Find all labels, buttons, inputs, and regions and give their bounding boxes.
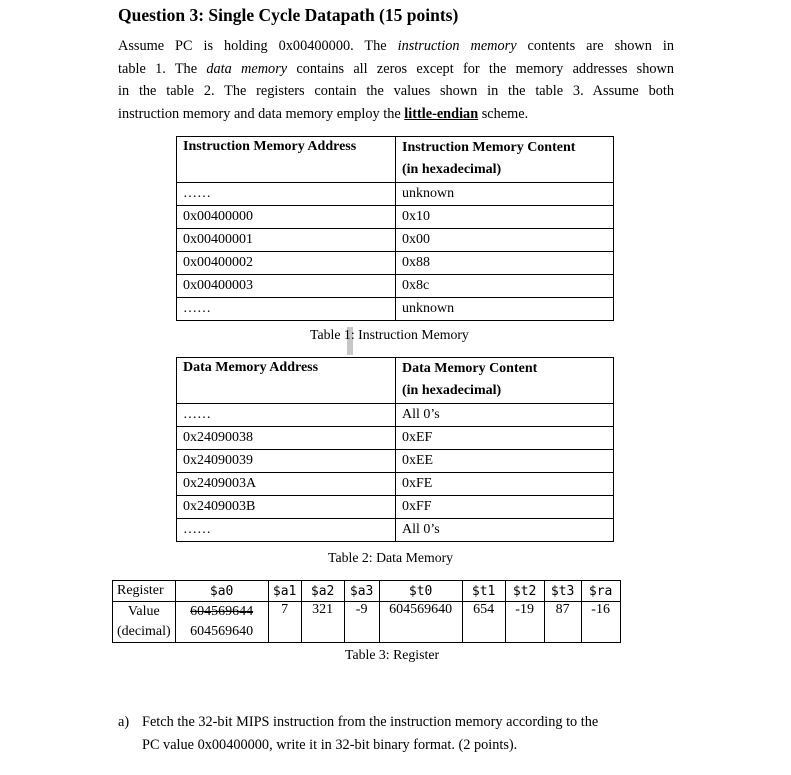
table-row: …… All 0’s: [177, 404, 614, 427]
instruction-address-header: Instruction Memory Address: [177, 137, 396, 183]
table-row: …… unknown: [177, 183, 614, 206]
table-row: …… All 0’s: [177, 519, 614, 542]
register-a1: $a1: [268, 581, 301, 602]
value-t3: 87: [544, 602, 581, 643]
table-row: 0x00400003 0x8c: [177, 275, 614, 298]
register-a2: $a2: [301, 581, 344, 602]
value-t0: 604569640: [379, 602, 462, 643]
value-ra: -16: [581, 602, 620, 643]
table-row: 0x24090038 0xEF: [177, 427, 614, 450]
a0-new-value: 604569640: [175, 622, 268, 643]
little-endian-term: little-endian: [404, 105, 479, 122]
value-a2: 321: [301, 602, 344, 643]
decimal-row-label: (decimal): [113, 622, 176, 643]
register-t1: $t1: [462, 581, 505, 602]
question-a: [118, 711, 682, 757]
register-t3: $t3: [544, 581, 581, 602]
table-row: 0x24090039 0xEE: [177, 450, 614, 473]
table2-caption: Table 2: Data Memory: [328, 550, 454, 565]
intro-line-3: in the table 2. The registers contain the values shown in the table 3. Assume both: [118, 83, 674, 100]
intro-line-4: instruction memory and data memory employ the little-endian scheme.: [118, 105, 529, 122]
instruction-content-header: Instruction Memory Content (in hexadecimal): [396, 137, 614, 183]
value-t2: -19: [505, 602, 544, 643]
intro-line-1: Assume PC is holding 0x00400000. The instruction memory contents are shown in: [118, 38, 674, 54]
intro-paragraph: [118, 35, 674, 125]
value-a3: -9: [344, 602, 379, 643]
question-a-marker: a): [118, 714, 130, 730]
table-row: 0x00400000 0x10: [177, 206, 614, 229]
register-ra: $ra: [581, 581, 620, 602]
question-heading: Question 3: Single Cycle Datapath (15 points): [118, 5, 459, 25]
value-a1: 7: [268, 602, 301, 643]
register-a0: $a0: [175, 581, 268, 602]
register-a3: $a3: [344, 581, 379, 602]
table-row: 0x2409003A 0xFE: [177, 473, 614, 496]
table-row: 0x00400001 0x00: [177, 229, 614, 252]
data-address-header: Data Memory Address: [177, 358, 396, 404]
register-t2: $t2: [505, 581, 544, 602]
table1-caption: Table 1: Instruction Memory: [310, 327, 469, 342]
table3-caption: Table 3: Register: [345, 647, 440, 662]
register-table: [112, 580, 621, 643]
register-t0: $t0: [379, 581, 462, 602]
table-row: 0x2409003B 0xFF: [177, 496, 614, 519]
instruction-memory-table: [176, 136, 614, 321]
table-row: …… unknown: [177, 298, 614, 321]
question-a-line-1: Fetch the 32-bit MIPS instruction from the instruction memory according to the: [142, 714, 599, 730]
value-t1: 654: [462, 602, 505, 643]
value-row-label: Value: [113, 602, 176, 623]
data-memory-table: [176, 357, 614, 542]
a0-old-value: 604569644: [175, 602, 268, 623]
data-content-header: Data Memory Content (in hexadecimal): [396, 358, 614, 404]
question-a-line-2: PC value 0x00400000, write it in 32-bit binary format. (2 points).: [142, 737, 518, 753]
intro-line-2: table 1. The data memory contains all zeros except for the memory addresses shown: [118, 60, 674, 77]
register-row-label: Register: [113, 581, 176, 602]
table-row: 0x00400002 0x88: [177, 252, 614, 275]
